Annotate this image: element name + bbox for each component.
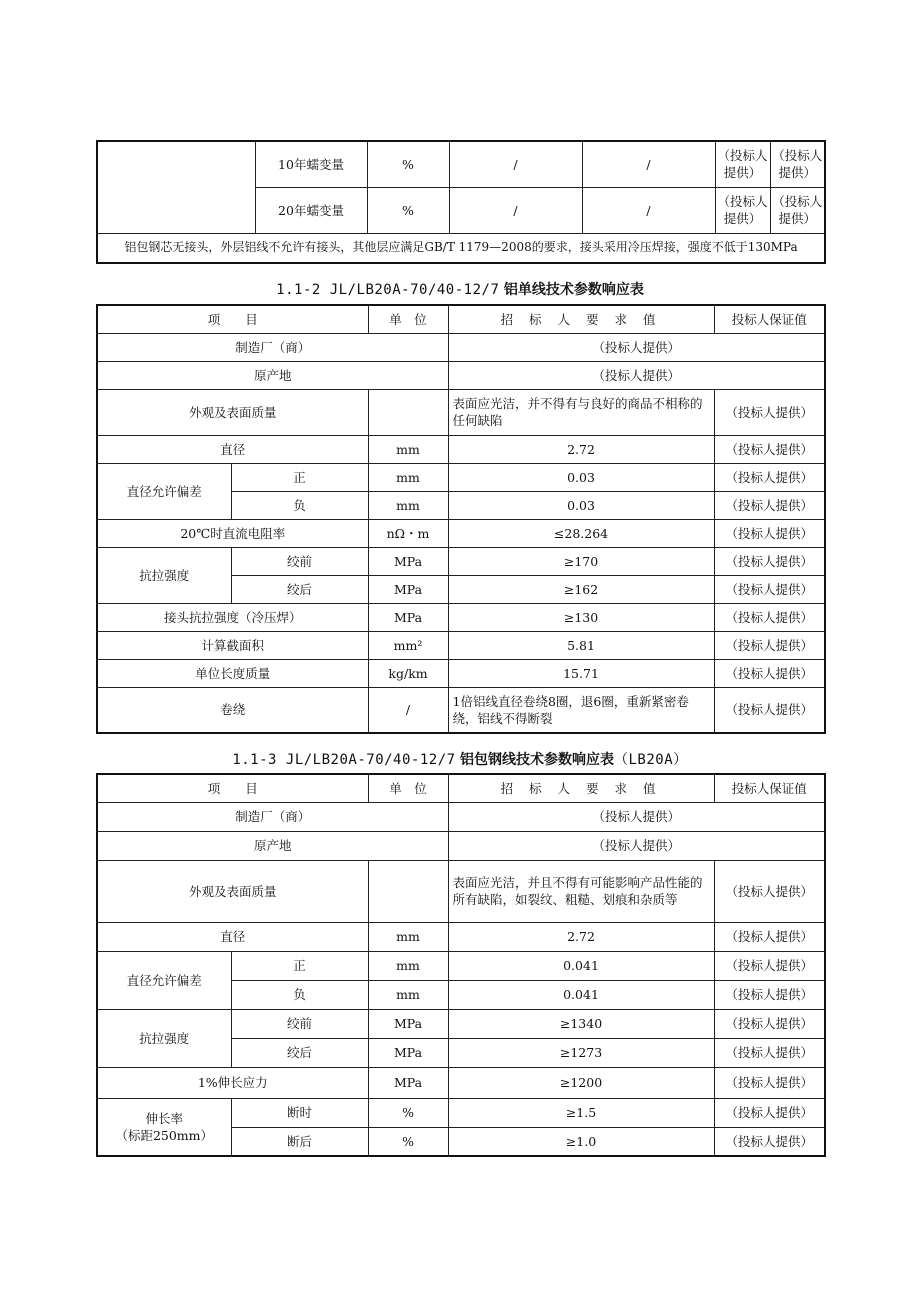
requirement-cell: ≥130 [448,603,714,631]
header-item: 项 目 [97,305,368,333]
table-row [97,435,825,463]
guarantee-cell: （投标人提供） [714,631,825,659]
table-row [97,361,825,389]
requirement-cell: 5.81 [448,631,714,659]
subitem-cell: 正 [231,463,368,491]
requirement-cell: 2.72 [448,435,714,463]
caption-suffix: （LB20A） [614,752,688,768]
aluminum-wire-table [96,304,826,734]
header-unit: 单 位 [368,774,448,802]
table-row [97,603,825,631]
header-guarantee: 投标人保证值 [714,305,825,333]
unit-cell [368,860,448,922]
unit-cell: mm [368,463,448,491]
unit-cell: MPa [368,1009,448,1038]
item-cell: 单位长度质量 [97,659,368,687]
table-row [97,519,825,547]
guarantee-cell: （投标人提供） [770,141,825,187]
unit-cell: kg/km [368,659,448,687]
guarantee-cell: （投标人提供） [714,575,825,603]
header-requirement: 招 标 人 要 求 值 [448,774,714,802]
item-cell: 制造厂（商） [97,802,448,831]
requirement-cell: ≥170 [448,547,714,575]
table-row [97,687,825,733]
item-cell: 抗拉强度 [97,1009,231,1067]
unit-cell: / [368,687,448,733]
guarantee-cell: （投标人提供） [714,1009,825,1038]
item-cell: 1%伸长应力 [97,1067,368,1098]
item-cell: 外观及表面质量 [97,389,368,435]
table-row [97,1098,825,1127]
item-cell: 直径 [97,435,368,463]
subitem-cell: 绞前 [231,1009,368,1038]
caption-code: 1.1-2 JL/LB20A-70/40-12/7 [276,282,500,298]
requirement-cell: ≥1.0 [448,1127,714,1156]
requirement-cell: 表面应光洁，并且不得有可能影响产品性能的所有缺陷，如裂纹、粗糙、划痕和杂质等 [448,860,714,922]
item-cell: 计算截面积 [97,631,368,659]
guarantee-cell: （投标人提供） [714,435,825,463]
guarantee-cell: （投标人提供） [715,187,770,233]
guarantee-cell: （投标人提供） [714,1067,825,1098]
requirement-cell: / [582,187,715,233]
table-row [97,389,825,435]
guarantee-cell: （投标人提供） [715,141,770,187]
item-cell: 卷绕 [97,687,368,733]
item-cell: 20℃时直流电阻率 [97,519,368,547]
guarantee-cell: （投标人提供） [714,491,825,519]
unit-cell: mm [368,980,448,1009]
table-row [97,1009,825,1038]
table-row [97,802,825,831]
table-row [97,547,825,575]
caption-title: 铝单线技术参数响应表 [503,282,644,298]
subitem-cell: 负 [231,491,368,519]
note-cell: 铝包钢芯无接头，外层铝线不允许有接头，其他层应满足GB/T 1179—2008的要求，接头采用冷压焊接，强度不低于130MPa [97,233,825,263]
guarantee-cell: （投标人提供） [714,687,825,733]
item-cell: 原产地 [97,361,448,389]
unit-cell: mm [368,951,448,980]
unit-cell: nΩ・m [368,519,448,547]
unit-cell: mm [368,922,448,951]
requirement-cell: ≥1.5 [448,1098,714,1127]
caption-code: 1.1-3 JL/LB20A-70/40-12/7 [232,752,456,768]
subitem-cell: 绞后 [231,1038,368,1067]
table-row [97,141,825,187]
unit-cell: % [367,141,449,187]
guarantee-cell: （投标人提供） [714,603,825,631]
guarantee-cell: （投标人提供） [714,1127,825,1156]
header-requirement: 招 标 人 要 求 值 [448,305,714,333]
requirement-cell: 1倍铝线直径卷绕8圈，退6圈，重新紧密卷绕，铝线不得断裂 [448,687,714,733]
header-item: 项 目 [97,774,368,802]
value-cell: （投标人提供） [448,831,825,860]
value-cell: （投标人提供） [448,333,825,361]
subitem-cell: 负 [231,980,368,1009]
guarantee-cell: （投标人提供） [714,659,825,687]
item-cell: 原产地 [97,831,448,860]
unit-cell: mm [368,491,448,519]
guarantee-cell: （投标人提供） [714,860,825,922]
creep-table [96,140,826,264]
guarantee-cell: （投标人提供） [770,187,825,233]
item-cell: 直径 [97,922,368,951]
requirement-cell: / [582,141,715,187]
value-cell: （投标人提供） [448,361,825,389]
guarantee-cell: （投标人提供） [714,389,825,435]
table-row [97,951,825,980]
requirement-cell: / [449,141,582,187]
guarantee-cell: （投标人提供） [714,1098,825,1127]
header-row [97,774,825,802]
requirement-cell: 0.03 [448,463,714,491]
table-row [97,922,825,951]
unit-cell: % [368,1127,448,1156]
guarantee-cell: （投标人提供） [714,463,825,491]
guarantee-cell: （投标人提供） [714,1038,825,1067]
subitem-cell: 断时 [231,1098,368,1127]
guarantee-cell: （投标人提供） [714,547,825,575]
requirement-cell: 2.72 [448,922,714,951]
value-cell: （投标人提供） [448,802,825,831]
unit-cell [368,389,448,435]
caption-title: 铝包钢线技术参数响应表 [460,752,614,768]
table-row [97,1067,825,1098]
blank-cell [97,141,255,233]
requirement-cell: 0.041 [448,951,714,980]
table-row [97,233,825,263]
guarantee-cell: （投标人提供） [714,980,825,1009]
unit-cell: mm² [368,631,448,659]
table2-caption [96,279,824,299]
item-cell [97,1098,231,1156]
unit-cell: MPa [368,547,448,575]
subitem-cell: 正 [231,951,368,980]
aluminum-clad-steel-table [96,773,826,1157]
item-cell: 制造厂（商） [97,333,448,361]
requirement-cell: ≥1273 [448,1038,714,1067]
table-row [97,333,825,361]
header-row [97,305,825,333]
requirement-cell: 15.71 [448,659,714,687]
item-cell: 20年蠕变量 [255,187,367,233]
unit-cell: MPa [368,603,448,631]
unit-cell: MPa [368,1038,448,1067]
item-cell: 抗拉强度 [97,547,231,603]
item-cell: 直径允许偏差 [97,951,231,1009]
table-row [97,659,825,687]
header-guarantee: 投标人保证值 [714,774,825,802]
table-row [97,463,825,491]
requirement-cell: 0.03 [448,491,714,519]
unit-cell: mm [368,435,448,463]
subitem-cell: 绞前 [231,547,368,575]
requirement-cell: ≤28.264 [448,519,714,547]
requirement-cell: ≥1200 [448,1067,714,1098]
unit-cell: % [367,187,449,233]
unit-cell: MPa [368,1067,448,1098]
header-unit: 单 位 [368,305,448,333]
item-cell: 直径允许偏差 [97,463,231,519]
requirement-cell: 表面应光洁，并不得有与良好的商品不相称的任何缺陷 [448,389,714,435]
table-row [97,631,825,659]
subitem-cell: 绞后 [231,575,368,603]
item-cell: 外观及表面质量 [97,860,368,922]
requirement-cell: ≥1340 [448,1009,714,1038]
guarantee-cell: （投标人提供） [714,951,825,980]
unit-cell: % [368,1098,448,1127]
item-cell: 接头抗拉强度（冷压焊） [97,603,368,631]
unit-cell: MPa [368,575,448,603]
table3-caption [96,749,824,769]
requirement-cell: 0.041 [448,980,714,1009]
table-row [97,860,825,922]
elongation-gauge-label: （标距250mm） [115,1127,214,1143]
guarantee-cell: （投标人提供） [714,922,825,951]
guarantee-cell: （投标人提供） [714,519,825,547]
subitem-cell: 断后 [231,1127,368,1156]
requirement-cell: / [449,187,582,233]
table-row [97,831,825,860]
elongation-label: 伸长率 [145,1110,183,1126]
item-cell: 10年蠕变量 [255,141,367,187]
requirement-cell: ≥162 [448,575,714,603]
